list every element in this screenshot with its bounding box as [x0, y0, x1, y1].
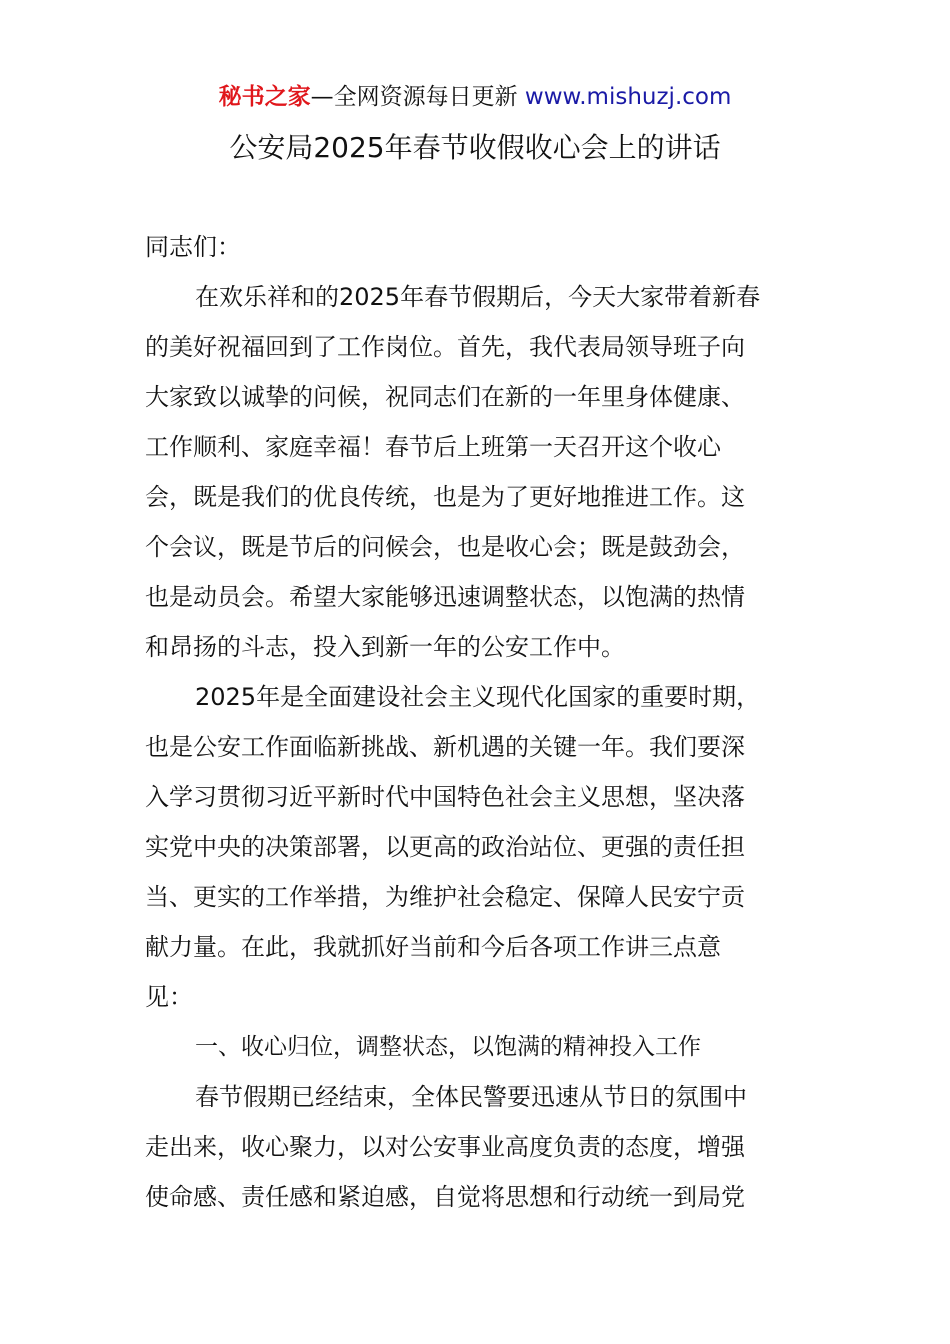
brand-name: 秘书之家	[218, 84, 311, 110]
paragraph-line: 个会议，既是节后的问候会，也是收心会；既是鼓劲会，	[145, 533, 745, 561]
site-url-link[interactable]: www.mishuzj.com	[524, 84, 732, 110]
paragraph-line: 在欢乐祥和的2025年春节假期后，今天大家带着新春	[195, 283, 761, 311]
paragraph-line: 也是动员会。希望大家能够迅速调整状态，以饱满的热情	[145, 583, 745, 611]
header-tagline: —全网资源每日更新	[310, 84, 525, 110]
site-header	[0, 80, 950, 114]
paragraph-line: 也是公安工作面临新挑战、新机遇的关键一年。我们要深	[145, 733, 745, 761]
paragraph-line: 工作顺利、家庭幸福！春节后上班第一天召开这个收心	[145, 433, 721, 461]
document-body	[145, 222, 810, 1222]
paragraph-line: 的美好祝福回到了工作岗位。首先，我代表局领导班子向	[145, 333, 745, 361]
paragraph-line: 2025年是全面建设社会主义现代化国家的重要时期，	[195, 683, 761, 711]
document-title: 公安局2025年春节收假收心会上的讲话	[229, 131, 721, 164]
paragraph-line: 见：	[145, 983, 193, 1011]
paragraph-line: 春节假期已经结束，全体民警要迅速从节日的氛围中	[195, 1083, 747, 1111]
paragraph-line: 当、更实的工作举措，为维护社会稳定、保障人民安宁贡	[145, 883, 745, 911]
paragraph-line: 献力量。在此，我就抓好当前和今后各项工作讲三点意	[145, 933, 721, 961]
paragraph-line: 入学习贯彻习近平新时代中国特色社会主义思想，坚决落	[145, 783, 745, 811]
paragraph-line: 走出来，收心聚力，以对公安事业高度负责的态度，增强	[145, 1133, 745, 1161]
paragraph-line: 会，既是我们的优良传统，也是为了更好地推进工作。这	[145, 483, 745, 511]
paragraph-line: 大家致以诚挚的问候，祝同志们在新的一年里身体健康、	[145, 383, 745, 411]
paragraph-line: 实党中央的决策部署，以更高的政治站位、更强的责任担	[145, 833, 745, 861]
section-heading: 一、收心归位，调整状态，以饱满的精神投入工作	[195, 1034, 701, 1060]
paragraph-line: 使命感、责任感和紧迫感，自觉将思想和行动统一到局党	[145, 1183, 745, 1211]
paragraph-line: 和昂扬的斗志，投入到新一年的公安工作中。	[145, 633, 625, 661]
salutation-line: 同志们：	[145, 233, 241, 261]
